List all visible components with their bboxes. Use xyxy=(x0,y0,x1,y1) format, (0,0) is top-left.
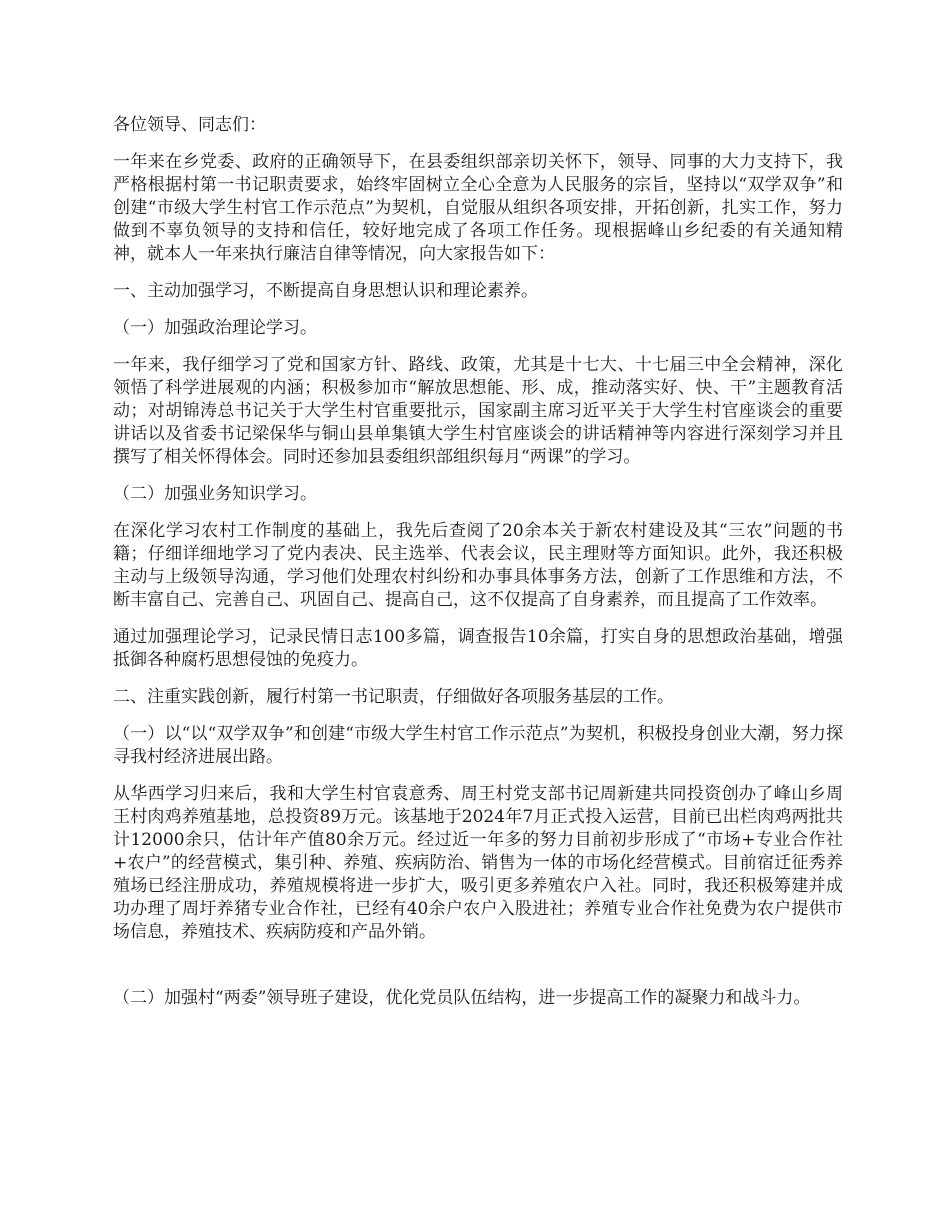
section-heading-1: 一、主动加强学习，不断提高自身思想认识和理论素养。 xyxy=(113,281,538,301)
subsection-heading-1-2: （二）加强业务知识学习。 xyxy=(113,484,317,504)
body-paragraph: 从华西学习归来后，我和大学生村官袁意秀、周王村党支部书记周新建共同投资创办了峰山乡周王村肉鸡养殖基地，总投资89万元。该基地于2024年7月正式投入运营，目前已出栏肉鸡两批共计12000余只，估计年产值80余万元。经过近一年多的努力目前初步形成了“市场+专业合作社+农户”的经营模式，集引种、养殖、疾病防治、销售为一体的市场化经营模式。目前宿迁征秀养殖场已经注册成功，养殖规模将进一步扩大，吸引更多养殖农户入社。同时，我还积极筹建并成功办理了周圩养猪专业合作社，已经有40余户农户入股进社；养殖专业合作社免费为农户提供市场信息，养殖技术、疾病防疫和产品外销。 xyxy=(113,784,843,942)
document-body xyxy=(113,114,843,1024)
subsection-heading-1-1: （一）加强政治理论学习。 xyxy=(113,318,317,338)
intro-paragraph: 一年来在乡党委、政府的正确领导下，在县委组织部亲切关怀下，领导、同事的大力支持下，我严格根据村第一书记职责要求，始终牢固树立全心全意为人民服务的宗旨，坚持以“双学双争”和创建“市级大学生村官工作示范点”为契机，自觉服从组织各项安排，开拓创新，扎实工作，努力做到不辜负领导的支持和信任，较好地完成了各项工作任务。现根据峰山乡纪委的有关通知精神，就本人一年来执行廉洁自律等情况，向大家报告如下： xyxy=(113,152,843,264)
body-paragraph: 通过加强理论学习，记录民情日志100多篇，调查报告10余篇，打实自身的思想政治基础，增强抵御各种腐朽思想侵蚀的免疫力。 xyxy=(113,627,843,670)
body-paragraph: 一年来，我仔细学习了党和国家方针、路线、政策，尤其是十七大、十七届三中全会精神，深化领悟了科学进展观的内涵；积极参加市“解放思想能、形、成，推动落实好、快、干”主题教育活动；对胡锦涛总书记关于大学生村官重要批示，国家副主席习近平关于大学生村官座谈会的重要讲话以及省委书记梁保华与铜山县单集镇大学生村官座谈会的讲话精神等内容进行深刻学习并且撰写了相关怀得体会。同时还参加县委组织部组织每月“两课”的学习。 xyxy=(113,355,843,467)
section-heading-2: 二、注重实践创新，履行村第一书记职责，仔细做好各项服务基层的工作。 xyxy=(113,687,674,707)
body-paragraph: 在深化学习农村工作制度的基础上，我先后查阅了20余本关于新农村建设及其“三农”问题的书籍；仔细详细地学习了党内表决、民主选举、代表会议，民主理财等方面知识。此外，我还积极主动与上级领导沟通，学习他们处理农村纠纷和办事具体事务方法，创新了工作思维和方法，不断丰富自己、完善自己、巩固自己、提高自己，这不仅提高了自身素养，而且提高了工作效率。 xyxy=(113,521,843,610)
salutation: 各位领导、同志们： xyxy=(113,115,266,135)
subsection-heading-2-2: （二）加强村“两委”领导班子建设，优化党员队伍结构，进一步提高工作的凝聚力和战斗力。 xyxy=(113,988,811,1008)
subsection-heading-2-1: （一）以“以“双学双争”和创建“市级大学生村官工作示范点”为契机，积极投身创业大潮，努力探寻我村经济进展出路。 xyxy=(113,724,843,767)
